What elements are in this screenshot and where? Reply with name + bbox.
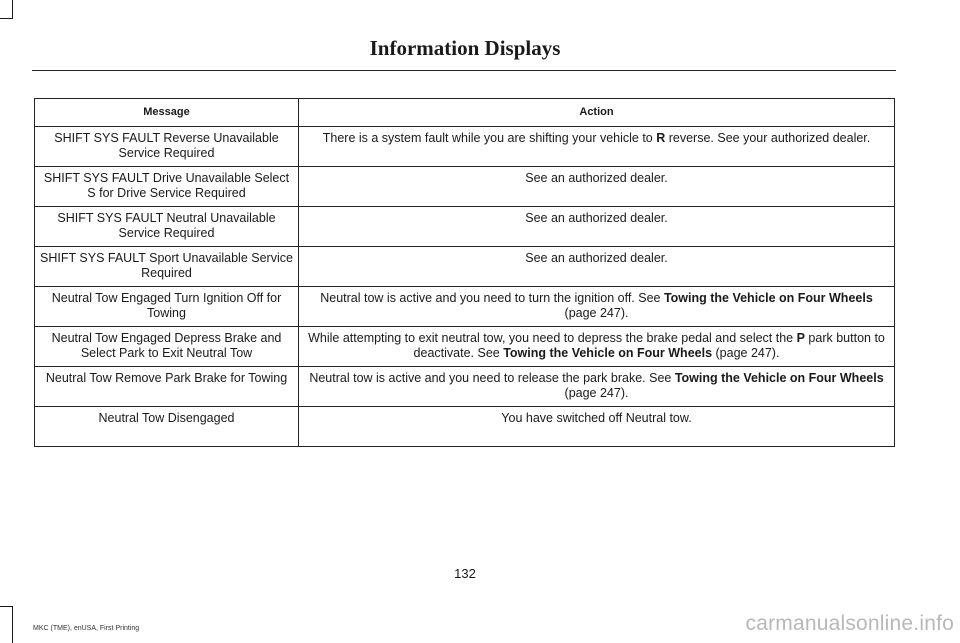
- bold-reference: Towing the Vehicle on Four Wheels: [503, 346, 713, 360]
- action-text: reverse. See your authorized dealer.: [665, 131, 871, 145]
- message-cell: SHIFT SYS FAULT Reverse Unavailable Service Required: [35, 127, 299, 167]
- crop-mark-top-left-horizontal: [0, 18, 13, 19]
- action-text: See an authorized dealer.: [525, 251, 668, 265]
- action-text: Neutral tow is active and you need to release the park brake. See: [309, 371, 675, 385]
- header-divider: [32, 70, 896, 71]
- table-row: [35, 367, 895, 407]
- action-text: You have switched off Neutral tow.: [501, 411, 692, 425]
- message-cell: SHIFT SYS FAULT Neutral Unavailable Service Required: [35, 207, 299, 247]
- table-row: [35, 247, 895, 287]
- table-row: [35, 407, 895, 447]
- action-cell: [299, 127, 895, 167]
- table-row: [35, 127, 895, 167]
- action-cell: [299, 167, 895, 207]
- page-title: Information Displays: [369, 36, 561, 60]
- action-cell: [299, 287, 895, 327]
- message-cell: Neutral Tow Remove Park Brake for Towing: [35, 367, 299, 407]
- watermark-logo-text: carmanualsonline.info: [745, 612, 954, 635]
- crop-mark-bottom-left-vertical: [12, 606, 13, 643]
- bold-reference: Towing the Vehicle on Four Wheels: [663, 291, 873, 305]
- message-table: [34, 98, 895, 447]
- crop-mark-bottom-left-horizontal: [0, 606, 13, 607]
- crop-mark-top-left-vertical: [12, 0, 13, 19]
- table-row: [35, 207, 895, 247]
- footer-edition-text: MKC (TME), enUSA, First Printing: [33, 625, 140, 632]
- action-cell: [299, 327, 895, 367]
- message-cell: Neutral Tow Engaged Turn Ignition Off for Towing: [35, 287, 299, 327]
- table-row: [35, 287, 895, 327]
- bold-reference: P: [796, 331, 805, 345]
- action-text: See an authorized dealer.: [525, 171, 668, 185]
- table-body: [35, 127, 895, 447]
- message-cell: Neutral Tow Disengaged: [35, 407, 299, 447]
- table-row: [35, 327, 895, 367]
- table-row: [35, 167, 895, 207]
- action-text: park button to deactivate. See: [413, 331, 885, 360]
- column-header-message: Message: [35, 99, 299, 127]
- action-cell: [299, 207, 895, 247]
- message-cell: SHIFT SYS FAULT Sport Unavailable Service Required: [35, 247, 299, 287]
- bold-reference: R: [656, 131, 666, 145]
- action-cell: [299, 247, 895, 287]
- message-cell: SHIFT SYS FAULT Drive Unavailable Select S for Drive Service Required: [35, 167, 299, 207]
- message-cell: Neutral Tow Engaged Depress Brake and Select Park to Exit Neutral Tow: [35, 327, 299, 367]
- action-text: (page 247).: [712, 346, 780, 360]
- action-text: Neutral tow is active and you need to turn the ignition off. See: [320, 291, 664, 305]
- page-number: 132: [454, 566, 476, 581]
- bold-reference: Towing the Vehicle on Four Wheels: [674, 371, 884, 385]
- action-text: While attempting to exit neutral tow, you need to depress the brake pedal and select the: [308, 331, 797, 345]
- action-cell: [299, 367, 895, 407]
- action-text: There is a system fault while you are shifting your vehicle to: [322, 131, 657, 145]
- action-cell: [299, 407, 895, 447]
- action-text: (page 247).: [564, 306, 629, 320]
- action-text: See an authorized dealer.: [525, 211, 668, 225]
- column-header-action: Action: [299, 99, 895, 127]
- table-header-row: [35, 99, 895, 127]
- action-text: (page 247).: [564, 386, 629, 400]
